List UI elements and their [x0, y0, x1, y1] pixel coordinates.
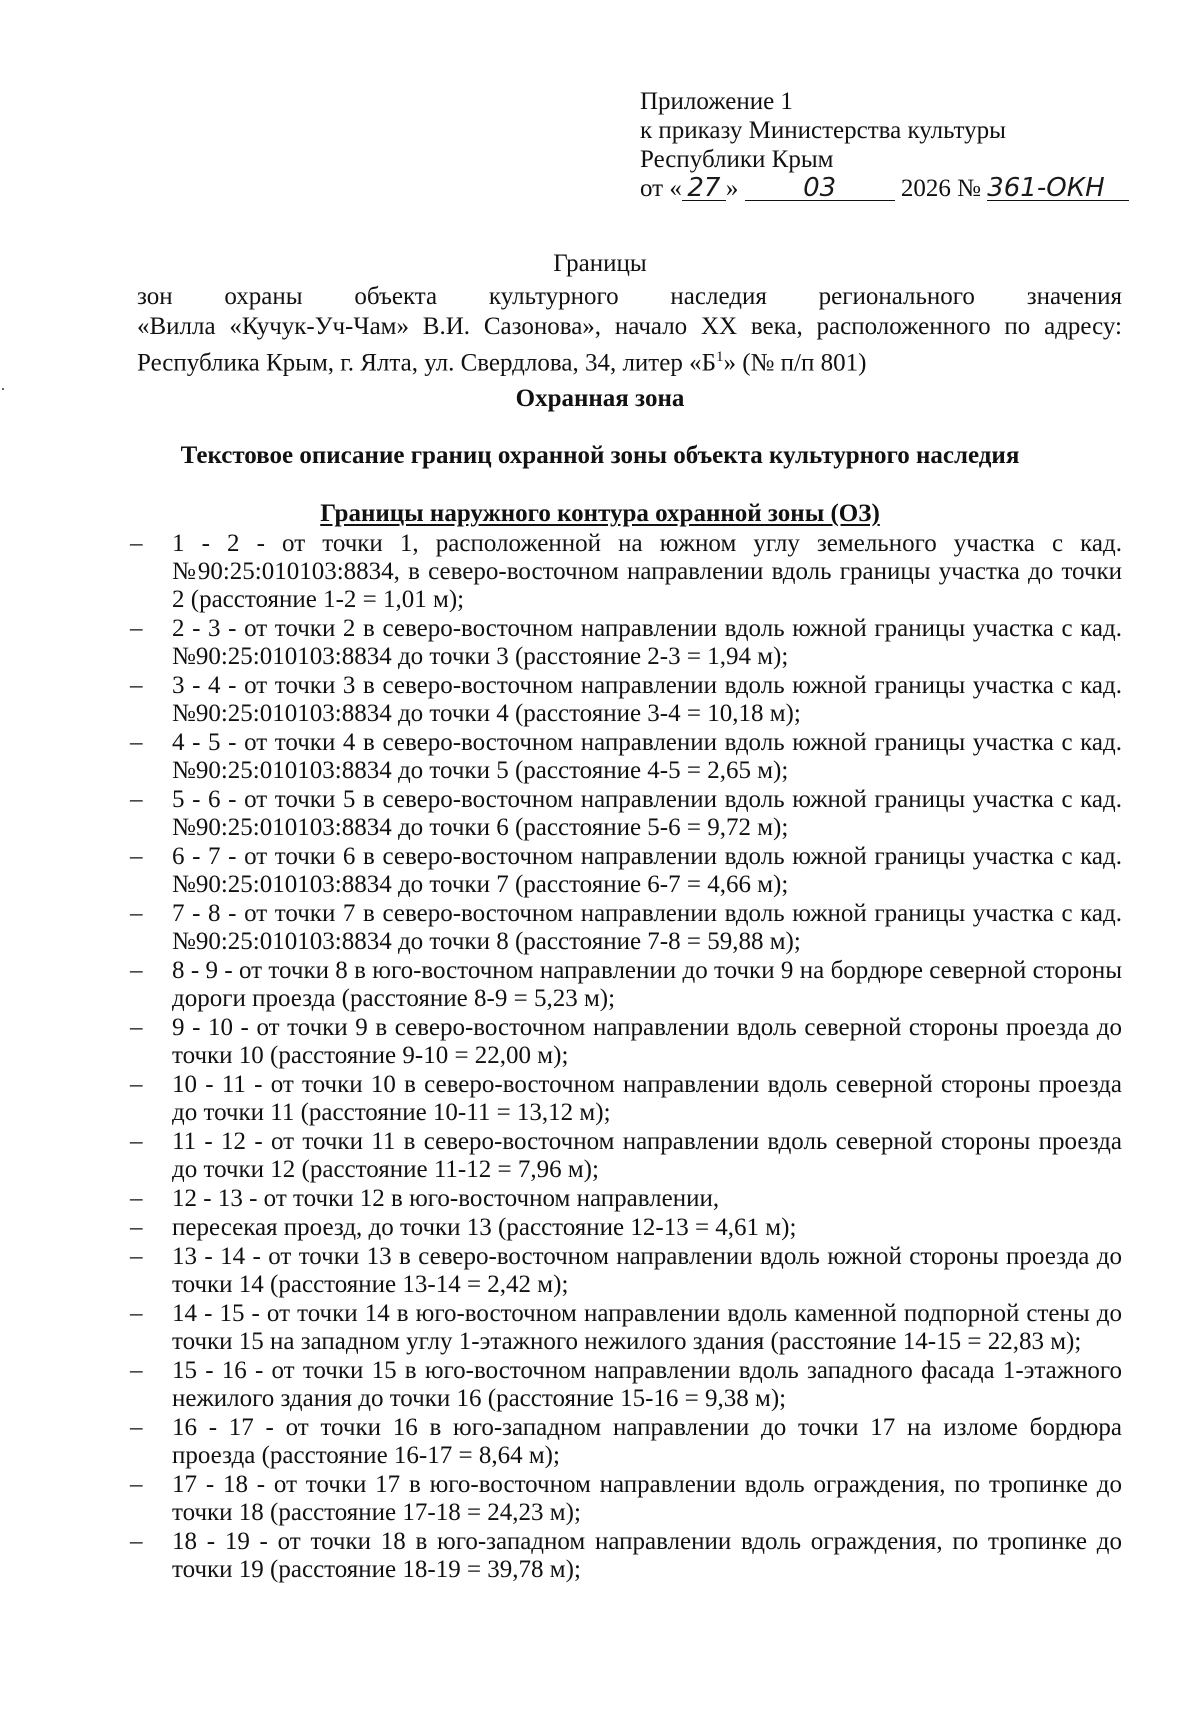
boundary-segment-item [130, 1528, 1122, 1584]
boundary-segment-item [130, 729, 1122, 785]
heading-outer-contour: Границы наружного контура охранной зоны (ОЗ) [320, 500, 880, 527]
boundary-segment-item [130, 615, 1122, 671]
boundary-segment-item [130, 1300, 1122, 1356]
list-dash: – [130, 1528, 143, 1555]
list-dash: – [130, 843, 143, 870]
boundary-segment-text: 15 - 16 - от точки 15 в юго-восточном направлении вдоль западного фасада 1-этажного нежилого здания до точки 16 (расстояние 15-16 = 9,38 м); [172, 1357, 1122, 1412]
boundary-segment-text: 8 - 9 - от точки 8 в юго-восточном направлении до точки 9 на бордюре северной стороны дороги проезда (расстояние 8-9 = 5,23 м); [172, 957, 1122, 1012]
boundary-segment-text: 5 - 6 - от точки 5 в северо-восточном направлении вдоль южной границы участка с кад. №90:25:010103:8834 до точки 6 (расстояние 5-6 = 9,72 м); [172, 786, 1122, 841]
page-title: Границы [553, 250, 647, 277]
boundary-segment-item [130, 957, 1122, 1013]
list-dash: – [130, 1214, 143, 1241]
boundary-segment-text: 16 - 17 - от точки 16 в юго-западном направлении до точки 17 на изломе бордюра проезда (расстояние 16-17 = 8,64 м); [172, 1414, 1122, 1469]
boundary-segment-text: 13 - 14 - от точки 13 в северо-восточном направлении вдоль южной стороны проезда до точки 14 (расстояние 13-14 = 2,42 м); [172, 1243, 1122, 1298]
boundary-segment-text: 9 - 10 - от точки 9 в северо-восточном направлении вдоль северной стороны проезда до точки 10 (расстояние 9-10 = 22,00 м); [172, 1014, 1122, 1069]
object-description-line2: «Вилла «Кучук-Уч-Чам» В.И. Сазонова», начало XX века, расположенного по адресу: [137, 313, 1122, 340]
boundary-segments-list [130, 530, 1122, 1585]
boundary-segment-text: 1 - 2 - от точки 1, расположенной на южном углу земельного участка с кад. №90:25:010103:8834, в северо-восточном направлении вдоль границы участка до точки 2 (расстояние 1-2 = 1,01 м); [172, 530, 1122, 613]
boundary-segment-text: 17 - 18 - от точки 17 в юго-восточном направлении вдоль ограждения, по тропинке до точки 18 (расстояние 17-18 = 24,23 м); [172, 1471, 1122, 1526]
boundary-segment-text: 4 - 5 - от точки 4 в северо-восточном направлении вдоль южной границы участка с кад. №90:25:010103:8834 до точки 5 (расстояние 4-5 = 2,65 м); [172, 729, 1122, 784]
boundary-segment-item [130, 1357, 1122, 1413]
address-text: Республика Крым, г. Ялта, ул. Свердлова, 34, литер «Б [137, 349, 716, 377]
boundary-segment-item [130, 1014, 1122, 1070]
list-dash: – [130, 530, 143, 557]
boundary-segment-item [130, 1471, 1122, 1527]
list-dash: – [130, 672, 143, 699]
list-dash: – [130, 1471, 143, 1498]
annex-header [640, 87, 1140, 203]
boundary-segment-item [130, 1071, 1122, 1127]
list-dash: – [130, 1414, 143, 1441]
boundary-segment-item [130, 1128, 1122, 1184]
date-month-handwritten: 03 [745, 176, 895, 201]
boundary-segment-text: 12 - 13 - от точки 12 в юго-восточном направлении, [172, 1185, 720, 1212]
boundary-segment-text: 2 - 3 - от точки 2 в северо-восточном направлении вдоль южной границы участка с кад. №90:25:010103:8834 до точки 3 (расстояние 2-3 = 1,94 м); [172, 615, 1122, 670]
list-dash: – [130, 1014, 143, 1041]
annex-date-line [640, 174, 1140, 203]
boundary-segment-item [130, 1243, 1122, 1299]
list-dash: – [130, 1357, 143, 1384]
heading-protection-zone: Охранная зона [515, 385, 685, 412]
litera-superscript: 1 [715, 349, 724, 365]
boundary-segment-item [130, 530, 1122, 614]
boundary-segment-text: 7 - 8 - от точки 7 в северо-восточном направлении вдоль южной границы участка с кад. №90:25:010103:8834 до точки 8 (расстояние 7-8 = 59,88 м); [172, 900, 1122, 955]
list-dash: – [130, 1128, 143, 1155]
annex-title: Приложение 1 [640, 88, 793, 115]
address-tail: » (№ п/п 801) [723, 349, 867, 377]
object-description-line3 [137, 342, 1122, 378]
date-prefix: от « [640, 175, 682, 202]
boundary-segment-item [130, 900, 1122, 956]
boundary-segment-item [130, 1414, 1122, 1470]
object-description-line1: зон охраны объекта культурного наследия регионального значения [137, 283, 1122, 310]
boundary-segment-item [130, 1214, 1122, 1242]
annex-republic: Республики Крым [640, 146, 834, 173]
list-dash: – [130, 1185, 143, 1212]
boundary-segment-item [130, 843, 1122, 899]
list-dash: – [130, 1300, 143, 1327]
boundary-segment-text: 10 - 11 - от точки 10 в северо-восточном направлении вдоль северной стороны проезда до точки 11 (расстояние 10-11 = 13,12 м); [172, 1071, 1122, 1126]
boundary-segment-text: пересекая проезд, до точки 13 (расстояние 12-13 = 4,61 м); [172, 1214, 797, 1241]
boundary-segment-text: 18 - 19 - от точки 18 в юго-западном направлении вдоль ограждения, по тропинке до точки 19 (расстояние 18-19 = 39,78 м); [172, 1528, 1122, 1583]
list-dash: – [130, 729, 143, 756]
boundary-segment-text: 11 - 12 - от точки 11 в северо-восточном направлении вдоль северной стороны проезда до точки 12 (расстояние 11-12 = 7,96 м); [172, 1128, 1122, 1183]
date-day-close: » [725, 175, 739, 202]
date-day-handwritten: 27 [682, 176, 726, 201]
boundary-segment-item [130, 1185, 1122, 1213]
boundary-segment-text: 14 - 15 - от точки 14 в юго-восточном направлении вдоль каменной подпорной стены до точки 15 на западном углу 1-этажного нежилого здания (расстояние 14-15 = 22,83 м); [172, 1300, 1122, 1355]
list-dash: – [130, 615, 143, 642]
order-number-handwritten: 361-ОКН [987, 176, 1129, 201]
object-description [137, 282, 1122, 378]
boundary-segment-item [130, 786, 1122, 842]
list-dash: – [130, 786, 143, 813]
annex-order-ref: к приказу Министерства культуры [640, 117, 1006, 144]
heading-text-description: Текстовое описание границ охранной зоны объекта культурного наследия [180, 442, 1020, 469]
date-year-number-label: 2026 № [900, 175, 981, 202]
list-dash: – [130, 1243, 143, 1270]
boundary-segment-text: 3 - 4 - от точки 3 в северо-восточном направлении вдоль южной границы участка с кад. №90:25:010103:8834 до точки 4 (расстояние 3-4 = 10,18 м); [172, 672, 1122, 727]
list-dash: – [130, 900, 143, 927]
list-dash: – [130, 1071, 143, 1098]
boundary-segment-text: 6 - 7 - от точки 6 в северо-восточном направлении вдоль южной границы участка с кад. №90:25:010103:8834 до точки 7 (расстояние 6-7 = 4,66 м); [172, 843, 1122, 898]
boundary-segment-item [130, 672, 1122, 728]
list-dash: – [130, 957, 143, 984]
